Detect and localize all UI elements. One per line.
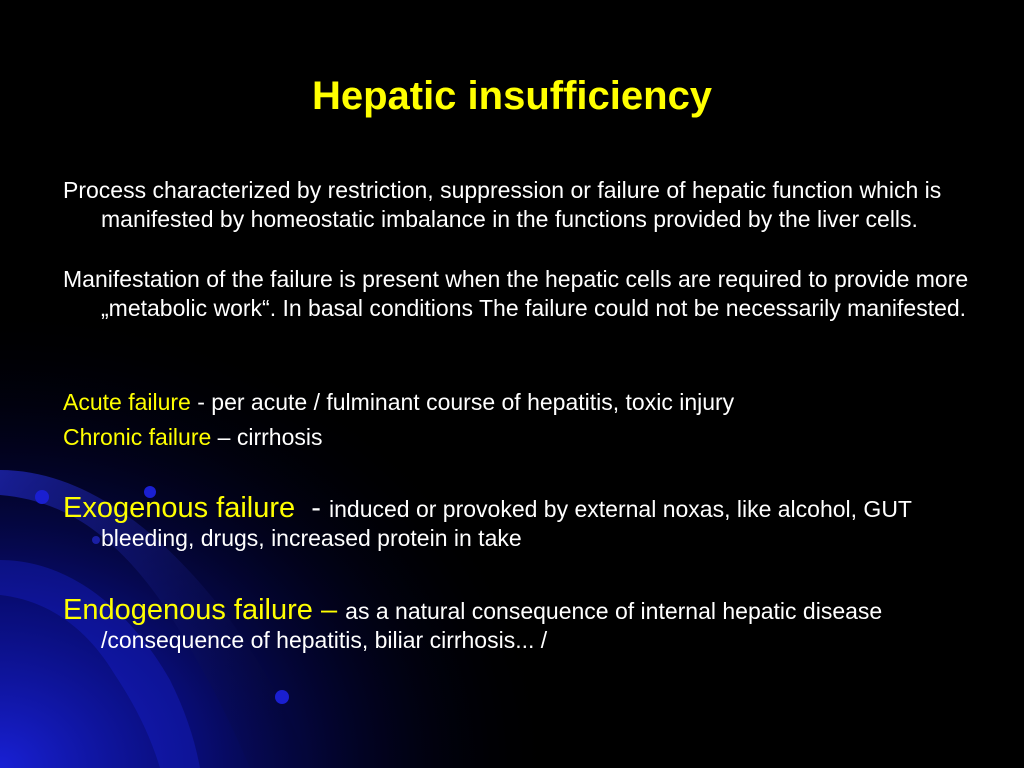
manifestation-paragraph: Manifestation of the failure is present when the hepatic cells are required to provide more „metabolic work“. In basal conditions The failure could not be necessarily manifested. (63, 266, 969, 321)
decor-dot-3 (275, 690, 289, 704)
endogenous-failure-term: Endogenous failure (63, 594, 313, 626)
exogenous-separator: - (295, 492, 329, 524)
chronic-failure-description: – cirrhosis (211, 424, 323, 450)
acute-failure-term: Acute failure (63, 389, 191, 415)
endogenous-separator: – (312, 594, 346, 626)
exogenous-failure-term: Exogenous failure (63, 492, 296, 524)
definition-paragraph: Process characterized by restriction, suppression or failure of hepatic function which is manifested by homeostatic imbalance in the functions provided by the liver cells. (63, 177, 942, 232)
acute-failure-description: - per acute / fulminant course of hepatitis, toxic injury (190, 389, 735, 415)
exogenous-failure-description: induced or provoked by external noxas, like alcohol, GUT bleeding, drugs, increased protein in take (101, 496, 912, 551)
chronic-failure-term: Chronic failure (63, 424, 212, 450)
exogenous-failure-line (63, 494, 1003, 553)
slide-title: Hepatic insufficiency (311, 74, 713, 118)
endogenous-failure-description: as a natural consequence of internal hepatic disease /consequence of hepatitis, biliar cirrhosis... / (101, 598, 883, 653)
chronic-failure-line (63, 423, 1003, 452)
endogenous-failure-line (63, 596, 1003, 655)
decor-dot-1 (35, 490, 49, 504)
acute-failure-line (63, 388, 1003, 417)
